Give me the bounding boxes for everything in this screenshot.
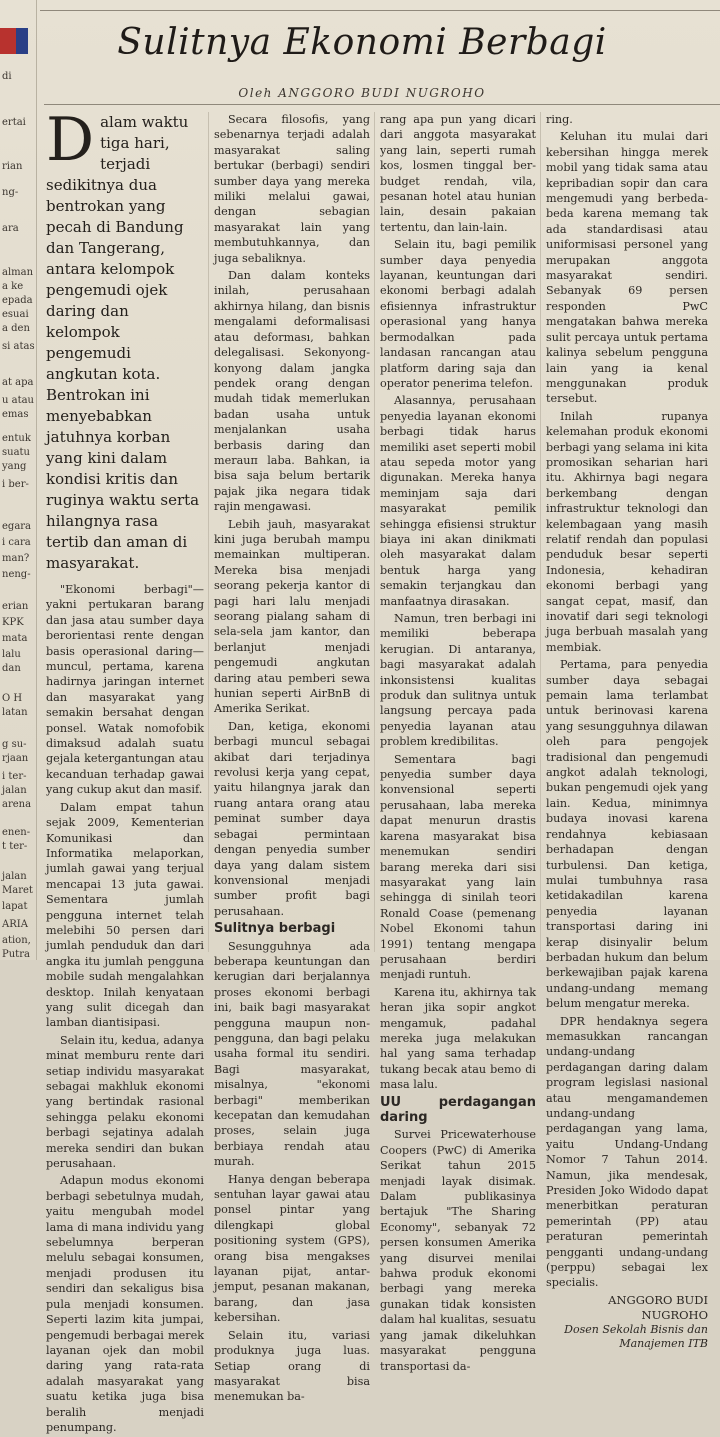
margin-fragment: di <box>2 71 12 82</box>
margin-fragment: KPK <box>2 617 24 628</box>
margin-fragment: ng- <box>2 187 19 198</box>
column-divider <box>374 112 375 952</box>
margin-fragment: suatu <box>2 447 30 458</box>
column-2-body <box>214 112 370 919</box>
margin-fragment: si atas <box>2 341 35 352</box>
margin-fragment: rjaan <box>2 753 29 764</box>
column-4-body <box>546 112 708 1291</box>
paragraph: Dalam empat tahun sejak 2009, Kementerian Komunikasi dan Informatika melaporkan, jumlah gawai yang terjual mencapai 13 juta gawai. Sementara jumlah pengguna internet telah melebihi 50 persen dari jumlah penduduk dan dari angka itu jumlah pengguna mobile sudah mengalahkan desktop. Inilah kenyataan yang sulit dicegah dan lamban diantisipasi. <box>46 800 204 1030</box>
margin-fragment: enen- <box>2 827 31 838</box>
lead-paragraph <box>46 105 204 574</box>
margin-fragment: a den <box>2 323 30 334</box>
signature-line: NUGROHO <box>641 1307 708 1322</box>
paragraph: Karena itu, akhirnya tak heran jika sopir angkot mengamuk, padahal mereka juga melakukan hal yang sama terhadap tukang becak atau bemo di masa lalu. <box>380 985 536 1092</box>
paragraph: Sesungguhnya ada beberapa keuntungan dan kerugian dari berjalannya proses ekonomi berbagi ini, baik bagi masyarakat pengguna maupun non-pengguna, dan bagi pelaku usaha formal itu sendiri. Bagi masyarakat, misalnya, "ekonomi berbagi" memberikan kecepatan dan kemudahan proses, selain juga berbiaya rendah atau murah. <box>214 939 370 1169</box>
column-1 <box>46 105 204 1437</box>
margin-fragment: rian <box>2 161 23 172</box>
affiliation-line: Dosen Sekolah Bisnis dan <box>564 1322 708 1336</box>
margin-fragment: i ter- <box>2 771 27 782</box>
paragraph: rang apa pun yang dicari dari anggota masyarakat yang lain, seperti rumah kos, losmen tinggal ber-budget rendah, vila, pesanan hotel atau hunian lain, desain pakaian tertentu, dan lain-lain. <box>380 113 536 234</box>
column-1-body <box>46 582 204 1435</box>
paragraph: DPR hendaknya segera memasukkan rancangan undang-undang perdagangan daring dalam program legislasi nasional atau mengamandemen undang-undang perdagangan yang lama, yaitu Undang-Undang Nomor 7 Tahun 2014. Namun, jika mendesak, Presiden Joko Widodo dapat menerbitkan peraturan pemerintah (PP) atau peraturan pemerintah pengganti undang-undang (perppu) sebagai lex specialis. <box>546 1014 708 1290</box>
column-divider <box>540 112 541 952</box>
margin-fragment: i ber- <box>2 479 29 490</box>
paragraph: "Ekonomi berbagi"—yakni pertukaran barang dan jasa atau sumber daya berorientasi rente dengan basis operasional daring—muncul, pertama, karena hadirnya jaringan internet dan masyarakat yang semakin bersahat dengan ponsel. Watak nomofobik dimaksud adalah suatu gejala ketergantungan atau kecanduan terhadap gawai yang cukup akut dan masif. <box>46 583 204 797</box>
column-3-body-b <box>380 1127 536 1374</box>
margin-fragment: t ter- <box>2 841 28 852</box>
drop-cap: D <box>46 105 95 175</box>
margin-fragment: dan <box>2 663 21 674</box>
column-2-body-b <box>214 939 370 1405</box>
paragraph: Adapun modus ekonomi berbagi sebetulnya mudah, yaitu mengubah model lama di mana individu yang sebelumnya berperan melulu sebagai konsumen, menjadi produsen itu sendiri dan sekaligus bisa pula menjadi konsumen. Seperti lazim kita jumpai, pengemudi berbagai merek layanan ojek dan mobil daring yang rata-rata adalah masyarakat yang suatu ketika juga bisa beralih menjadi penumpang. <box>46 1174 204 1434</box>
paragraph: Lebih jauh, masyarakat kini juga berubah mampu memainkan multiperan. Mereka bisa menjadi seorang pekerja kantor di pagi hari lalu menjadi seorang pialang saham di sela-sela jam kantor, dan berlanjut menjadi pengemudi angkutan daring atau pemberi sewa hunian seperti AirBnB di Amerika Serikat. <box>214 517 370 716</box>
paragraph: Selain itu, bagi pemilik sumber daya penyedia layanan, keuntungan dari ekonomi berbagi adalah efisiennya infrastruktur operasional yang hanya bermodalkan pada landasan rancangan atau platform daring saja dan operator penerima telefon. <box>380 238 536 390</box>
margin-fragment: ARIA <box>2 919 28 930</box>
article-header <box>44 0 720 108</box>
margin-fragment: jalan <box>2 785 27 796</box>
margin-fragment: arena <box>2 799 32 810</box>
margin-fragment: O H <box>2 693 23 704</box>
column-4 <box>546 112 708 1351</box>
margin-fragment: emas <box>2 409 29 420</box>
margin-fragment: esuai <box>2 309 29 320</box>
paragraph: Inilah rupanya kelemahan produk ekonomi berbagi yang selama ini kita promosikan seharian hari itu. Akhirnya bagi negara berkembang dengan infrastruktur teknologi dan kelembagaan yang masih relatif rendah dan populasi penduduk besar seperti Indonesia, kehadiran ekonomi berbagi yang sangat cepat, masif, dan inovatif dari segi teknologi juga berbuah masalah yang membiak. <box>546 409 708 654</box>
margin-fragment: lalu <box>2 649 21 660</box>
flag-graphic <box>0 28 28 54</box>
paragraph: ring. <box>546 113 573 126</box>
paragraph: Dan, ketiga, ekonomi berbagi muncul sebagai akibat dari terjadinya revolusi kerja yang cepat, yaitu hilangnya jarak dan ruang antara orang atau peminat sumber daya sebagai permintaan dengan penyedia sumber daya yang dalam sistem konvensional menjadi sumber profit bagi perusahaan. <box>214 719 370 918</box>
lead-text: alam waktu tiga hari, terjadi sedikitnya dua bentrokan yang pecah di Bandung dan Tangerang, antara kelompok pengemudi ojek daring dan kelompok pengemudi angkutan kota. Bentrokan ini menyebabkan jatuhnya korban yang kini dalam kondisi kritis dan ruginya waktu serta hilangnya rasa tertib dan aman di masyarakat. <box>46 113 200 572</box>
header-rule <box>44 104 720 105</box>
margin-fragment: alman <box>2 267 34 278</box>
paragraph: Selain itu, variasi produknya juga luas. Setiap orang di masyarakat bisa menemukan ba- <box>214 1328 370 1404</box>
paragraph: Keluhan itu mulai dari kebersihan hingga merek mobil yang tidak sama atau kepribadian sopir dan cara mengemudi yang berbeda-beda karena memang tak ada standardisasi atau uniformisasi personel yang merupakan anggota masyarakat sendiri. Sebanyak 69 persen responden PwC mengatakan bahwa mereka sulit percaya untuk pertama kalinya sebelum pengguna lain yang ia kenal menggunakan produk tersebut. <box>546 130 708 406</box>
paragraph: Sementara bagi penyedia sumber daya konvensional seperti perusahaan, laba mereka dapat menurun drastis karena masyarakat bisa menemukan sendiri barang mereka dari sisi masyarakat yang lain sehingga di sinilah teori Ronald Coase (pemenang Nobel Ekonomi tahun 1991) tentang mengapa perusahaan berdiri menjadi runtuh. <box>380 752 536 982</box>
margin-fragment: a ke <box>2 281 24 292</box>
headline: Sulitnya Ekonomi Berbagi <box>117 22 607 63</box>
margin-fragment: yang <box>2 461 27 472</box>
margin-fragment: neng- <box>2 569 31 580</box>
column-3 <box>380 112 536 1376</box>
margin-fragment: Maret <box>2 885 33 896</box>
byline: Oleh ANGGORO BUDI NUGROHO <box>238 86 486 100</box>
author-signature <box>546 1293 708 1323</box>
margin-fragment: i cara <box>2 537 31 548</box>
margin-fragment: erian <box>2 601 29 612</box>
margin-fragment: ara <box>2 223 19 234</box>
column-3-body <box>380 112 536 1093</box>
author-affiliation <box>546 1323 708 1351</box>
margin-fragment: jalan <box>2 871 27 882</box>
subheading-sulitnya-berbagi: Sulitnya berbagi <box>214 921 336 937</box>
paragraph: Selain itu, kedua, adanya minat memburu rente dari setiap individu masyarakat sebagai makhluk ekonomi yang bertindak rasional sehingga pelaku ekonomi berbagi sejatinya adalah mereka sendiri dan bukan perusahaan. <box>46 1033 204 1171</box>
column-divider <box>208 112 209 952</box>
margin-fragment: entuk <box>2 433 31 444</box>
margin-fragment: Putra <box>2 949 30 960</box>
subheading-uu-perdagangan: UU perdagangan daring <box>380 1094 536 1125</box>
margin-fragment: lapat <box>2 901 28 912</box>
paragraph: Pertama, para penyedia sumber daya sebagai pemain lama terlambat untuk berinovasi karena yang sesungguhnya dilawan oleh para pengojek tradisional dan pengemudi angkot adalah teknologi, bukan pengemudi ojek yang lain. Kedua, minimnya budaya inovasi karena rendahnya kebiasaan berhadapan dengan turbulensi. Dan ketiga, mulai tumbuhnya rasa ketidakadilan karena penyedia layanan transportasi daring ini kerap disinyalir belum berbadan hukum dan belum berkewajiban pajak karena undang-undang memang belum mengatur mereka. <box>546 658 708 1011</box>
margin-fragment: ertai <box>2 117 26 128</box>
margin-fragment: mata <box>2 633 28 644</box>
margin-fragment: epada <box>2 295 33 306</box>
paragraph: Secara filosofis, yang sebenarnya terjadi adalah masyarakat saling bertukar (berbagi) sendiri sumber daya yang mereka miliki melalui gawai, dengan sebagian masyarakat lain yang membutuhkannya, dan juga sebaliknya. <box>214 113 370 265</box>
paragraph: Namun, tren berbagi ini memiliki beberapa kerugian. Di antaranya, bagi masyarakat adalah inkonsistensi kualitas produk dan sulitnya untuk langsung percaya pada penyedia layanan atau problem kredibilitas. <box>380 612 536 749</box>
margin-fragment: latan <box>2 707 28 718</box>
paragraph: Hanya dengan beberapa sentuhan layar gawai atau ponsel pintar yang dilengkapi global positioning system (GPS), orang bisa mengakses layanan pijat, antar-jemput, pesanan makanan, barang, dan jasa kebersihan. <box>214 1172 370 1325</box>
margin-fragment: egara <box>2 521 32 532</box>
margin-fragment: g su- <box>2 739 27 750</box>
signature-line: ANGGORO BUDI <box>608 1292 708 1307</box>
paragraph: Survei Pricewaterhouse Coopers (PwC) di Amerika Serikat tahun 2015 menjadi layak disimak. Dalam publikasinya bertajuk "The Sharing Economy", sebanyak 72 persen konsumen Amerika yang disurvei menilai bahwa produk ekonomi berbagi yang mereka gunakan tidak konsisten dalam hal kualitas, sesuatu yang jamak dikeluhkan masyarakat pengguna transportasi da- <box>380 1128 536 1373</box>
paragraph: Dan dalam konteks inilah, perusahaan akhirnya hilang, dan bisnis mengalami deformalisasi atau deforması, bahkan delegalisasi. Sekonyong-konyong dalam jangka pendek orang dengan mudah tidak memerlukan badan usaha untuk menjalankan usaha berbasis daring dan merauп laba. Bahkan, ia bisa saja belum bertarik pajak jika negara tidak rajin mengawasi. <box>214 269 370 514</box>
margin-fragment: ation, <box>2 935 31 946</box>
column-2 <box>214 112 370 1407</box>
paragraph: Alasannya, perusahaan penyedia layanan ekonomi berbagi tidak harus memiliki aset seperti mobil atau sepeda motor yang digunakan. Mereka hanya meminjam saja dari masyarakat pemilik sehingga efisiensi struktur biaya ini akan dinikmati oleh masyarakat dalam bentuk harga yang semakin terjangkau dan manfaatnya dirasakan. <box>380 394 536 608</box>
margin-fragment: at apa <box>2 377 34 388</box>
affiliation-line: Manajemen ITB <box>619 1336 708 1350</box>
margin-fragment: u atau <box>2 395 35 406</box>
margin-fragment: man? <box>2 553 30 564</box>
adjacent-column-strip <box>0 0 37 960</box>
